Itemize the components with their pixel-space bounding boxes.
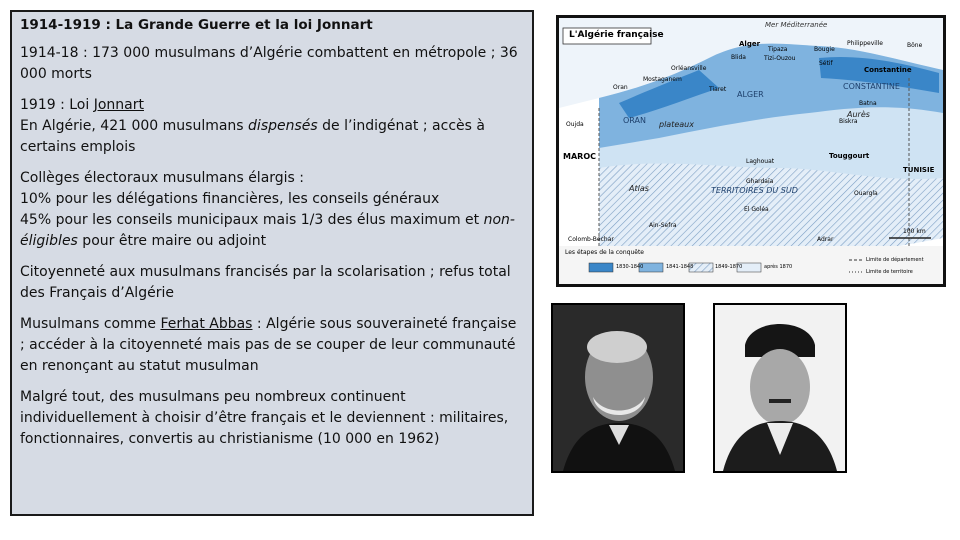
region-oran: ORAN [623,116,646,125]
portrait-jonnart-photo [551,303,685,473]
paragraph-loi-jonnart [20,95,524,158]
city-bougie: Bougie [814,46,835,53]
jonnart-link[interactable]: Jonnart [93,97,144,113]
region-plateaux: plateaux [659,120,694,129]
algeria-map [556,15,946,287]
paragraph-malgre-tout: Malgré tout, des musulmans peu nombreux continuent individuellement à choisir d’être français et le deviennent : militaires, fonctionnaires, convertis au christianisme (10 000 en 1962) [20,389,509,447]
ferhat-abbas-link[interactable]: Ferhat Abbas [160,316,253,332]
map-title: L'Algérie française [569,30,664,40]
city-oran: Oran [613,84,628,91]
region-constantine: CONSTANTINE [843,82,900,91]
colleges-line3-pre: 45% pour les conseils municipaux mais 1/3 des élus maximum et [20,212,484,228]
colleges-line2: 10% pour les délégations financières, les conseils généraux [20,191,440,207]
dispenses-italic: dispensés [248,118,318,134]
map-scale-label: 100 km [903,228,926,235]
legend-limite-territoire: Limite de territoire [866,269,913,275]
city-tipaza: Tipaza [768,46,788,53]
city-oujda: Oujda [566,121,584,128]
city-biskra: Biskra [839,118,858,125]
city-bone: Bône [907,42,923,49]
city-philippeville: Philippeville [847,40,883,47]
portrait-jonnart-drawing [553,305,683,471]
legend-1841-1848: 1841-1848 [666,264,694,270]
map-sea-label: Mer Méditerranée [765,21,828,29]
paragraph-first-world-war: 1914-18 : 173 000 musulmans d’Algérie combattent en métropole ; 36 000 morts [20,45,518,82]
portrait-abbas-drawing [715,305,845,471]
slide-title: 1914-1919 : La Grande Guerre et la loi Jonnart [20,17,373,33]
paragraph-ferhat-abbas [20,314,524,377]
city-ghardaia: Ghardaïa [746,178,774,185]
region-alger: ALGER [737,90,764,99]
legend-apres-1870: après 1870 [764,264,793,270]
algeria-map-drawing [559,18,943,284]
region-aures: Aurès [847,110,870,119]
map-legend-title: Les étapes de la conquête [565,249,644,256]
legend-1830-1840: 1830-1840 [616,264,644,270]
paragraph-colleges [20,168,524,252]
abbas-pre: Musulmans comme [20,316,161,332]
city-el-golea: El Goléa [744,206,769,213]
non-eligibles-italic: non-éligibles [20,212,515,249]
city-tizi-ouzou: Tizi-Ouzou [764,55,796,62]
city-blida: Blida [731,54,746,61]
city-orleansville: Orléansville [671,65,707,72]
legend-1849-1870: 1849-1870 [715,264,743,270]
city-colomb-bechar: Colomb-Béchar [568,236,614,243]
city-batna: Batna [859,100,877,107]
city-ain-sefra: Ain-Sefra [649,222,677,229]
legend-limite-departement: Limite de département [866,257,924,263]
jonnart-prefix: 1919 : Loi [20,97,94,113]
paragraph-citoyennete: Citoyenneté aux musulmans francisés par la scolarisation ; refus total des Français d’Algérie [20,264,511,301]
colleges-line1: Collèges électoraux musulmans élargis : [20,170,305,186]
city-constantine: Constantine [864,66,912,74]
jonnart-line2-post: de l’indigénat ; accès à certains emplois [20,118,485,155]
city-touggourt: Touggourt [829,152,870,160]
city-tiaret: Tiaret [709,86,727,93]
region-tunisie: TUNISIE [903,166,935,174]
city-adrar: Adrar [817,236,834,243]
text-panel [10,10,534,516]
abbas-post: : Algérie sous souveraineté française ; accéder à la citoyenneté mais pas de se couper de leur communauté en renonçant au statut musulman [20,316,517,374]
city-setif: Sétif [819,60,833,67]
colleges-line3-post: pour être maire ou adjoint [77,233,267,249]
jonnart-line2-pre: En Algérie, 421 000 musulmans [20,118,249,134]
city-ouargla: Ouargla [854,190,878,197]
region-territoires-du-sud: TERRITOIRES DU SUD [711,186,798,195]
city-alger: Alger [739,40,761,48]
region-atlas: Atlas [629,184,649,193]
region-maroc: MAROC [563,152,596,161]
portrait-ferhat-abbas-photo [713,303,847,473]
city-mostaganem: Mostaganem [643,76,682,83]
city-laghouat: Laghouat [746,158,775,165]
